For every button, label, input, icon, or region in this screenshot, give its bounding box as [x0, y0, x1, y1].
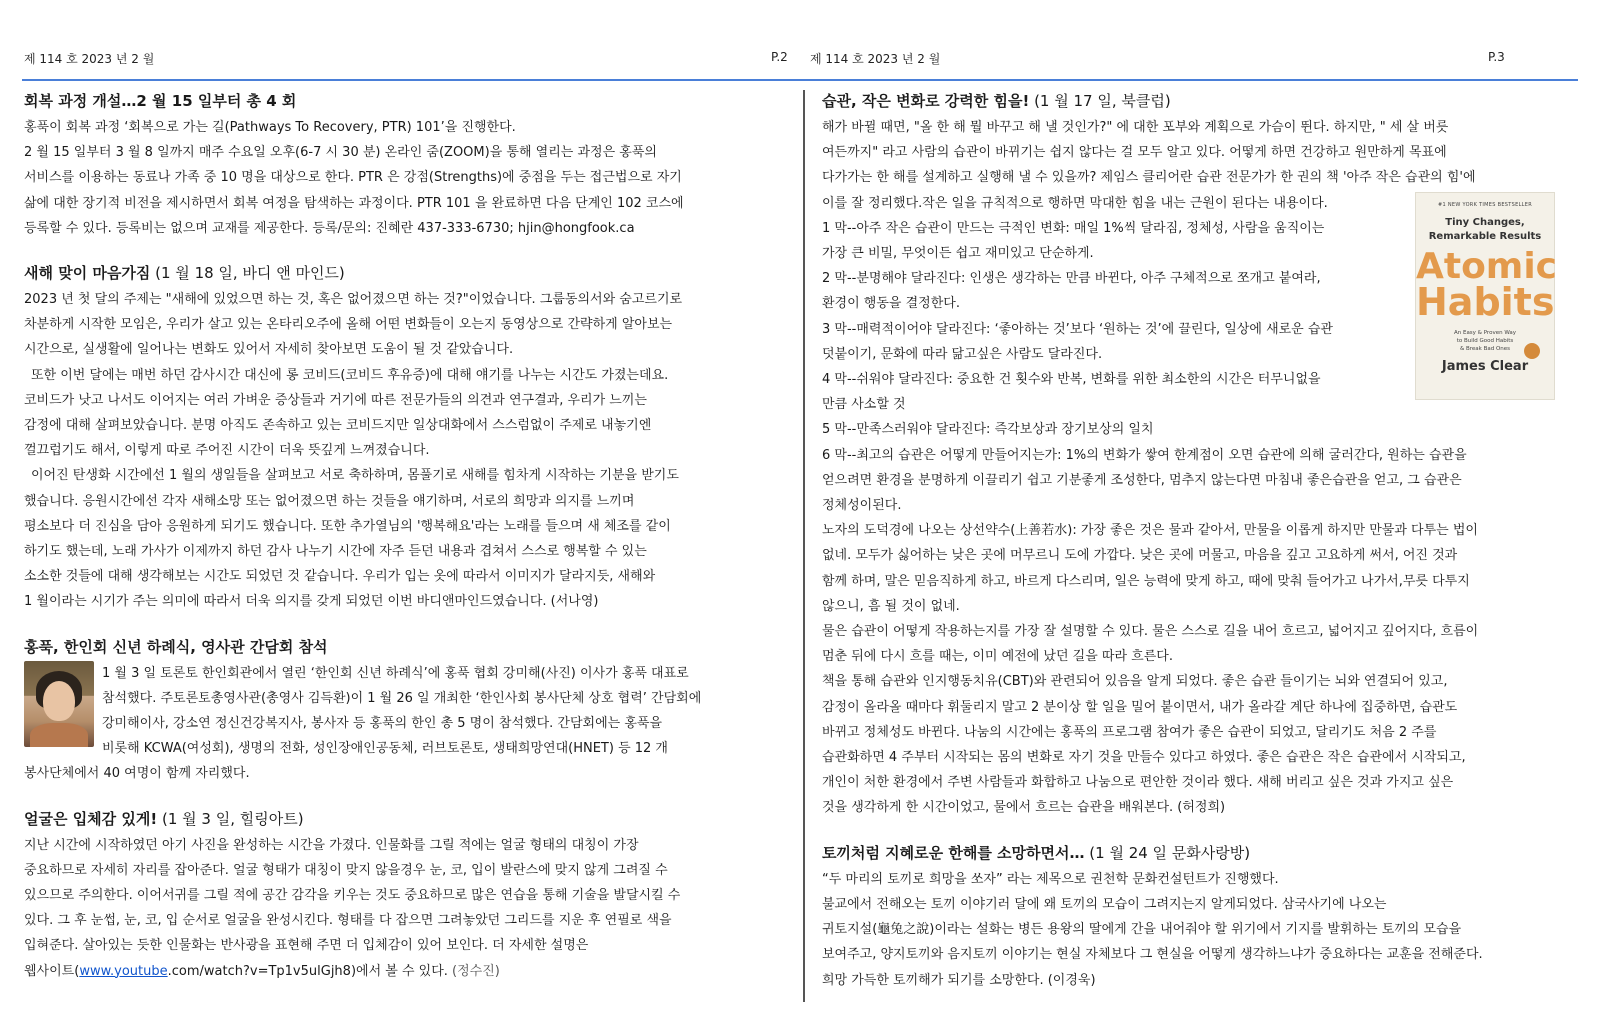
book-subtitle: [1416, 216, 1554, 244]
article-line: 2 월 15 일부터 3 월 8 일까지 매주 수요일 오후(6-7 시 30 분) 온라인 줌(ZOOM)을 통해 열리는 과정은 홍푹의: [24, 145, 657, 161]
article-line: 서비스를 이용하는 동료나 가족 중 10 명을 대상으로 한다. PTR 은 강점(Strengths)에 중점을 두는 접근법으로 자기: [24, 170, 682, 186]
article-line: 해가 바뀔 때면, "올 한 해 뭘 바꾸고 해 낼 것인가?" 에 대한 포부와 계획으로 가슴이 뛴다. 하지만, " 세 살 버릇: [822, 120, 1449, 135]
article-line: 습관화하면 4 주부터 시작되는 몸의 변화로 자기 것을 만들수 있다고 하였다. 좋은 습관은 작은 습관에서 시작되고,: [822, 750, 1466, 766]
article-line: 만큼 사소할 것: [822, 397, 906, 413]
article-line: 홍푹이 회복 과정 ‘회복으로 가는 길(Pathways To Recovery, PTR) 101’을 진행한다.: [24, 120, 516, 135]
article-author: (정수진): [452, 963, 500, 979]
article-line: 3 막--매력적이어야 달라진다: ‘좋아하는 것’보다 ‘원하는 것’에 끌린다, 일상에 새로운 습관: [822, 321, 1333, 337]
line-text: .com/watch?v=Tp1v5ulGjh8)에서 볼 수 있다.: [167, 963, 453, 979]
left-issue-label: 제 114 호 2023 년 2 월: [24, 52, 155, 66]
article-title-text: 새해 맞이 마음가짐: [24, 264, 151, 283]
article-title-text: 회복 과정 개설…2 월 15 일부터 총 4 회: [24, 92, 297, 110]
article-line: 함께 하며, 말은 믿음직하게 하고, 바르게 다스리며, 일은 능력에 맞게 하고, 때에 맞춰 들어가고 나가서,무릇 다투지: [822, 573, 1470, 589]
article-meta: (1 월 18 일, 바디 앤 마인드): [150, 264, 345, 283]
article-line: 책을 통해 습관와 인지행동치유(CBT)와 관련되어 있음을 알게 되었다. 좋은 습관 들이기는 뇌와 연결되어 있고,: [822, 674, 1448, 690]
article-line: 이를 잘 정리했다.작은 일을 규칙적으로 행하면 막대한 힘을 내는 근원이 된다는 내용이다.: [822, 195, 1328, 211]
article-line: 개인이 처한 환경에서 주변 사람들과 화합하고 나눔으로 편안한 것이라 했다. 새해 버리고 싶은 것과 가지고 싶은: [822, 775, 1454, 791]
article-line: 삶에 대한 장기적 비전을 제시하면서 회복 여정을 탐색하는 과정이다. PTR 101 을 완료하면 다음 단계인 102 코스에: [24, 195, 684, 211]
left-column: [24, 90, 786, 984]
article-line: 덧붙이기, 문화에 따라 닮고싶은 사람도 달라진다.: [822, 346, 1103, 362]
right-page-number: P.3: [1488, 50, 1505, 64]
book-tagline-line: An Easy & Proven Way: [1453, 330, 1517, 336]
book-subtitle-line: Tiny Changes,: [1445, 217, 1525, 228]
article-line: 했습니다. 응원시간에선 각자 새해소망 또는 없어졌으면 하는 것들을 얘기하며, 서로의 희망과 의지를 느끼며: [24, 493, 635, 509]
book-title-line: Atomic: [1416, 246, 1557, 287]
book-subtitle-line: Remarkable Results: [1428, 231, 1542, 242]
article-meta: (1 월 24 일 문화사랑방): [1084, 843, 1251, 862]
portrait-photo: [24, 661, 94, 747]
article-new-year-mindset: [24, 262, 786, 615]
article-title: [822, 842, 1584, 864]
article-line: 강미해이사, 강소연 정신건강복지사, 봉사자 등 홍푹의 한인 총 5 명이 참석했다. 간담회에는 홍푹을: [102, 716, 663, 732]
article-line: 평소보다 더 진심을 담아 응원하게 되기도 했습니다. 또한 추가열님의 '행복해요'라는 노래를 들으며 새 체조를 같이: [24, 518, 671, 534]
book-seal-badge: [1524, 343, 1540, 359]
article-line: 1 월 3 일 토론토 한인회관에서 열린 ‘한인회 신년 하례식’에 홍푹 협회 강미해(사진) 이사가 홍푹 대표로: [102, 665, 689, 681]
article-line: 얻으려면 환경을 분명하게 이끌리기 쉽고 기분좋게 조성한다, 멈추지 않는다면 마침내 좋은습관을 얻고, 그 습관은: [822, 472, 1462, 488]
article-line: 것을 생각하게 한 시간이었고, 물에서 흐르는 습관을 배워본다. (허정희): [822, 800, 1226, 816]
book-tagline-line: & Break Bad Ones: [1459, 346, 1511, 352]
article-title: [822, 90, 1584, 112]
article-line: 껄끄럽기도 해서, 이렇게 따로 주어진 시간이 더욱 뜻깊게 느껴졌습니다.: [24, 443, 430, 459]
header-divider: [22, 79, 1578, 81]
article-title: [24, 808, 786, 830]
article-line: 등록할 수 있다. 등록비는 없으며 교재를 제공한다. 등록/문의: 진혜란 437-333-6730; hjin@hongfook.ca: [24, 220, 635, 236]
article-line: 불교에서 전해오는 토끼 이야기러 달에 왜 토끼의 모습이 그려지는지 알게되었다. 삼국사기에 나오는: [822, 896, 1387, 912]
article-title-text: 얼굴은 입체감 있게!: [24, 809, 158, 828]
article-line: [24, 959, 786, 984]
article-line: 있으므로 주의한다. 이어서귀를 그릴 적에 공간 감각을 키우는 것도 중요하므로 많은 연습을 통해 기술을 발달시킬 수: [24, 888, 681, 904]
article-line: 시간으로, 실생활에 일어나는 변화도 있어서 자세히 찾아보면 도움이 될 것 같았습니다.: [24, 342, 514, 358]
article-title: [24, 262, 786, 284]
article-line: 5 막--만족스러워야 달라진다: 즉각보상과 장기보상의 일치: [822, 422, 1154, 438]
article-line: 코비드가 낫고 나서도 이어지는 여러 가벼운 증상들과 거기에 따른 전문가들의 의견과 연구결과, 우리가 느끼는: [24, 392, 647, 408]
article-line: 하기도 했는데, 노래 가사가 이제까지 하던 감사 나누기 시간에 자주 듣던 내용과 겹쳐서 스스로 행복할 수 있는: [24, 544, 647, 560]
article-title-text: 토끼처럼 지혜로운 한해를 소망하면서…: [822, 843, 1085, 862]
article-line: 있다. 그 후 눈썹, 눈, 코, 입 순서로 얼굴을 완성시킨다. 형태를 다 잡으면 그려놓았던 그리드를 지운 후 연필로 색을: [24, 913, 672, 929]
article-line: 입혀준다. 살아있는 듯한 인물화는 반사광을 표현해 주면 더 입체감이 있어 보인다. 더 자세한 설명은: [24, 938, 589, 954]
article-line: 정체성이된다.: [822, 498, 902, 514]
article-line: 물은 습관이 어떻게 작용하는지를 가장 잘 설명할 수 있다. 물은 스스로 길을 내어 흐르고, 넓어지고 깊어지다, 흐름이: [822, 624, 1479, 640]
article-line: 희망 가득한 토끼해가 되기를 소망한다. (이경욱): [822, 972, 1096, 988]
article-korean-assoc-events: [24, 636, 786, 787]
book-nyt-label: #1 NEW YORK TIMES BESTSELLER: [1438, 202, 1532, 208]
article-line: 감정에 대해 살펴보았습니다. 분명 아직도 존속하고 있는 코비드지만 일상대화에서 스스럼없이 주제로 내놓기엔: [24, 418, 652, 434]
article-line: 소소한 것들에 대해 생각해보는 시간도 되었던 것 같습니다. 우리가 입는 옷에 따라서 이미지가 달라지듯, 새해와: [24, 569, 656, 585]
article-title-text: 습관, 작은 변화로 강력한 힘을!: [822, 92, 1030, 110]
article-line: 멈춘 뒤에 다시 흐를 때는, 이미 예전에 났던 길을 따라 흐른다.: [822, 649, 1173, 665]
article-line: 가장 큰 비밀, 무엇이든 쉽고 재미있고 단순하게.: [822, 246, 1094, 262]
article-line: 차분하게 시작한 모임은, 우리가 살고 있는 온타리오주에 올해 어떤 변화들이 오는지 동영상으로 간략하게 알아보는: [24, 317, 673, 333]
article-line: 1 막--아주 작은 습관이 만드는 극적인 변화: 매일 1%씩 달라짐, 정체성, 사람을 움직이는: [822, 220, 1325, 236]
article-line: 귀토지설(龜兔之說)이라는 설화는 병든 용왕의 딸에게 간을 내어줘야 할 위기에서 기지를 발휘하는 토끼의 모습을: [822, 922, 1462, 938]
right-issue-label: 제 114 호 2023 년 2 월: [810, 52, 941, 66]
article-line: 않으니, 흠 될 것이 없네.: [822, 598, 960, 614]
article-line: “두 마리의 토끼로 희망을 쏘자” 라는 제목으로 권천학 문화컨설턴트가 진행했다.: [822, 871, 1279, 887]
left-page-number: P.2: [771, 50, 788, 64]
column-divider: [803, 90, 805, 1002]
youtube-link[interactable]: www.youtube: [79, 963, 168, 979]
article-meta: (1 월 17 일, 북클럽): [1029, 92, 1171, 110]
article-line: 감정이 올라올 때마다 휘둘리지 말고 2 분이상 할 일을 밀어 붙이면서, 내가 올라갈 계단 하나에 집중하면, 습관도: [822, 699, 1458, 715]
article-line: 봉사단체에서 40 여명이 함께 자리했다.: [24, 766, 250, 782]
article-line: 없네. 모두가 싫어하는 낮은 곳에 머무르니 도에 가깝다. 낮은 곳에 머물고, 마음을 깊고 고요하게 써서, 어진 것과: [822, 548, 1458, 564]
line-text: 웹사이트(: [24, 963, 80, 979]
article-title: [24, 90, 786, 112]
book-cover-image: [1415, 192, 1555, 400]
article-recovery-course: [24, 90, 786, 241]
article-line: 2023 년 첫 달의 주제는 "새해에 있었으면 하는 것, 혹은 없어졌으면 하는 것?"이었습니다. 그룹동의서와 숨고르기로: [24, 292, 683, 308]
article-line: 중요하므로 자세히 자리를 잡아준다. 얼굴 형태가 대칭이 맞지 않을경우 눈, 코, 입이 발란스에 맞지 않게 그려질 수: [24, 862, 668, 878]
article-healing-art: [24, 808, 786, 984]
article-line: 참석했다. 주토론토총영사관(총영사 김득환)이 1 월 26 일 개최한 ‘한인사회 봉사단체 상호 협력’ 간담회에: [102, 690, 702, 706]
book-title-line: Habits: [1416, 280, 1555, 324]
article-meta: (1 월 3 일, 힐링아트): [157, 809, 304, 828]
article-line: 또한 이번 달에는 매번 하던 감사시간 대신에 롱 코비드(코비드 후유증)에 대해 얘기를 나누는 시간도 가졌는데요.: [31, 367, 669, 383]
article-line: 바뀌고 정체성도 바뀐다. 나눔의 시간에는 홍푹의 프로그램 참여가 좋은 습관이 되었고, 달리기도 처음 2 주를: [822, 724, 1437, 740]
article-line: 여든까지" 라고 사람의 습관이 바뀌기는 쉽지 않다는 걸 모두 알고 있다. 어떻게 하면 건강하고 원만하게 목표에: [822, 145, 1447, 161]
article-line: 환경이 행동을 결정한다.: [822, 296, 960, 312]
article-line: 1 월이라는 시기가 주는 의미에 따라서 더욱 의지를 갖게 되었던 이번 바디앤마인드였습니다. (서나영): [24, 594, 599, 610]
book-author: James Clear: [1441, 359, 1529, 374]
article-line: 다가가는 한 해를 설계하고 실행해 낼 수 있을까? 제임스 클리어란 습관 전문가가 한 권의 책 '아주 작은 습관의 힘'에: [822, 170, 1476, 186]
article-line: 2 막--분명해야 달라진다: 인생은 생각하는 만큼 바뀐다, 아주 구체적으로 쪼개고 붙여라,: [822, 271, 1321, 287]
book-tagline-line: to Build Good Habits: [1456, 338, 1514, 344]
article-line: 지난 시간에 시작하였던 아기 사진을 완성하는 시간을 가졌다. 인물화를 그릴 적에는 얼굴 형태의 대칭이 가장: [24, 837, 639, 853]
article-line: 보여주고, 양지토끼와 음지토끼 이야기는 현실 자체보다 그 현실을 어떻게 생각하느냐가 중요하다는 교훈을 전해준다.: [822, 947, 1483, 963]
article-title-text: 홍푹, 한인회 신년 하례식, 영사관 간담회 참석: [24, 637, 328, 656]
article-line: 이어진 탄생화 시간에선 1 월의 생일들을 살펴보고 서로 축하하며, 몸풀기로 새해를 힘차게 시작하는 기분을 받기도: [31, 468, 679, 484]
article-title: [24, 636, 786, 658]
article-line: 비롯해 KCWA(여성회), 생명의 전화, 성인장애인공동체, 러브토론토, 생태희망연대(HNET) 등 12 개: [102, 741, 668, 757]
article-line: 6 막--최고의 습관은 어떻게 만들어지는가: 1%의 변화가 쌓여 한계점이 오면 습관에 의해 굴러간다, 원하는 습관을: [822, 447, 1467, 463]
article-line: 4 막--쉬워야 달라진다: 중요한 건 횟수와 반복, 변화를 위한 최소한의 시간은 터무니없을: [822, 372, 1321, 388]
article-year-of-rabbit: [822, 842, 1584, 993]
article-line: 노자의 도덕경에 나오는 상선약수(上善若水): 가장 좋은 것은 물과 같아서, 만물을 이롭게 하지만 만물과 다투는 법이: [822, 523, 1478, 539]
